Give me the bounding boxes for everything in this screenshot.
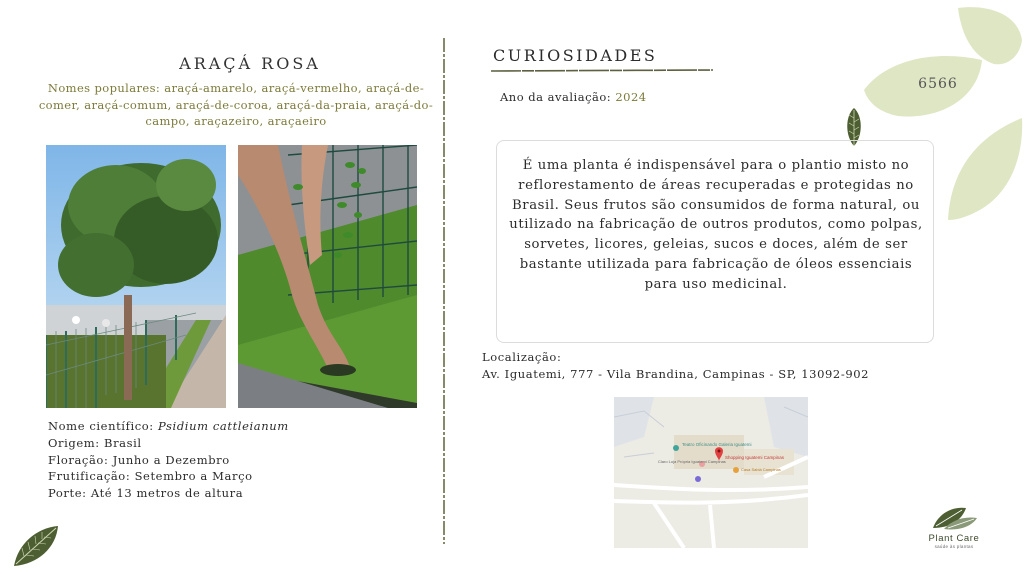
brand-name: Plant Care: [928, 533, 980, 544]
scientific-name-value: Psidium cattleianum: [158, 419, 289, 433]
leaf-shape-lower: [948, 118, 1022, 220]
column-divider: [441, 38, 447, 544]
fact-size: Porte: Até 13 metros de altura: [48, 486, 244, 501]
plant-care-logo-icon: [930, 502, 980, 532]
location-label: Localização:: [482, 350, 562, 364]
location-address: Av. Iguatemi, 777 - Vila Brandina, Campinas - SP, 13092-902: [482, 367, 870, 381]
curiosities-title: CURIOSIDADES: [493, 46, 658, 65]
plant-title: ARAÇÁ ROSA: [179, 54, 321, 73]
map-label-claro: Claro Loja Própria Iguatemi Campinas: [658, 459, 726, 464]
decorative-leaf-bottom-left: [10, 522, 62, 570]
plant-photo-tree: [46, 145, 226, 408]
fact-origin: Origem: Brasil: [48, 435, 142, 450]
brand-tagline: saúde às plantas: [934, 544, 974, 549]
plant-photo-trunk: [238, 145, 417, 408]
fact-scientific-name: Nome científico: Psidium cattleianum: [48, 419, 289, 433]
map-label-teatro: Teatro Oficinando Galeria Iguatemi: [682, 442, 752, 447]
leaf-shape-upper: [958, 7, 1022, 64]
evaluation-year: Ano da avaliação: 2024: [500, 90, 647, 104]
map-label-livraria: Casa Sabiá Campinas: [741, 467, 781, 472]
fact-fruiting: Frutificação: Setembro a Março: [48, 469, 253, 484]
fact-flowering: Floração: Junho a Dezembro: [48, 452, 230, 467]
location-map[interactable]: [614, 397, 808, 548]
plant-facts: [48, 418, 289, 502]
map-label-shopping: Shopping Iguatemi Campinas: [725, 455, 785, 460]
description-text: É uma planta é indispensável para o plantio misto no reflorestamento de áreas recuperadas e protegidas no Brasil. Seus frutos são consumidos de forma natural, ou utilizado na fabricação de outros produtos, como polpas, sorvetes, licores, geleias, sucos e doces, além de ser bastante utilizada para fabricação de óleos essenciais para uso medicinal.: [509, 158, 923, 292]
plant-code-badge: 6566: [918, 76, 958, 92]
curiosities-underline: [491, 68, 713, 74]
popular-names: Nomes populares: araçá-amarelo, araçá-vermelho, araçá-de-comer, araçá-comum, araçá-de-coroa, araçá-da-praia, araçá-do-campo, araçazeiro, araçaeiro: [38, 81, 434, 128]
evaluation-year-value: 2024: [615, 90, 647, 104]
